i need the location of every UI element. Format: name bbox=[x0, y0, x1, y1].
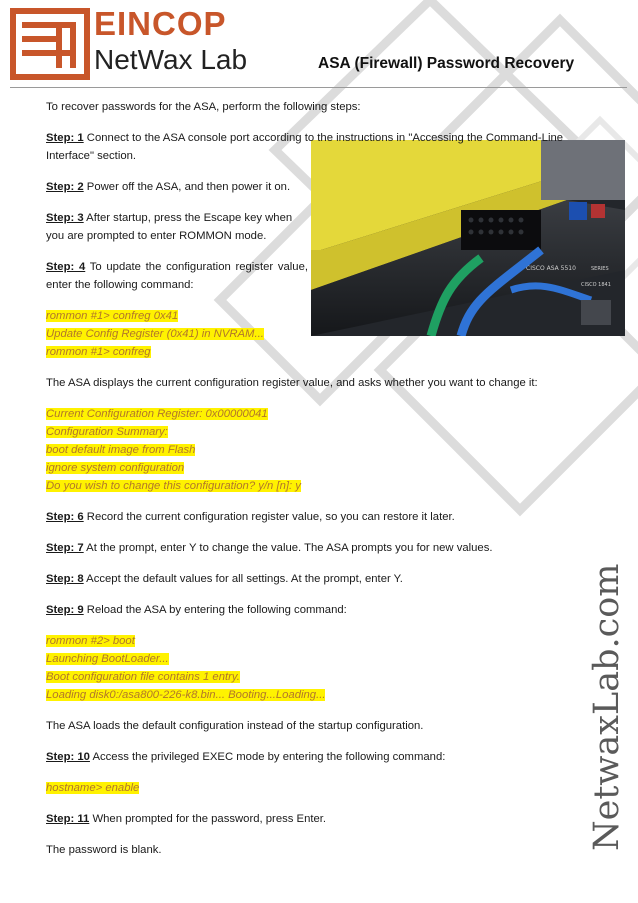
step-11-text: When prompted for the password, press Enter. bbox=[89, 813, 327, 825]
step-2-label: Step: 2 bbox=[46, 181, 84, 193]
code-block-1 bbox=[46, 307, 591, 361]
final-paragraph: The password is blank. bbox=[46, 844, 162, 856]
header-divider bbox=[10, 87, 627, 88]
step-9-text: Reload the ASA by entering the following command: bbox=[83, 604, 347, 616]
step-7 bbox=[46, 539, 591, 557]
step-3-text: After startup, press the Escape key when you are prompted to enter ROMMON mode. bbox=[46, 212, 293, 242]
brand-subtitle: NetWax Lab bbox=[94, 44, 248, 75]
step-1-label: Step: 1 bbox=[46, 132, 84, 144]
code-line: rommon #1> confreg 0x41 bbox=[46, 310, 179, 322]
step-6 bbox=[46, 508, 591, 526]
code-line: Launching BootLoader... bbox=[46, 653, 169, 665]
step-4-label: Step: 4 bbox=[46, 261, 86, 273]
step-9 bbox=[46, 601, 591, 619]
step-8 bbox=[46, 570, 591, 588]
step-6-text: Record the current configuration register value, so you can restore it later. bbox=[83, 511, 455, 523]
code-line: ignore system configuration bbox=[46, 462, 185, 474]
code-line: Configuration Summary: bbox=[46, 426, 168, 438]
code-line: hostname> enable bbox=[46, 782, 140, 794]
page-title: ASA (Firewall) Password Recovery bbox=[318, 55, 575, 72]
code-block-2 bbox=[46, 405, 591, 495]
paragraph-after-block-3: The ASA loads the default configuration instead of the startup configuration. bbox=[46, 720, 424, 732]
device-series-label: SERIES bbox=[591, 266, 609, 272]
step-7-text: At the prompt, enter Y to change the value. The ASA prompts you for new values. bbox=[83, 542, 493, 554]
code-line: Do you wish to change this configuration? y/n [n]: y bbox=[46, 480, 301, 492]
step-6-label: Step: 6 bbox=[46, 511, 84, 523]
code-line: Loading disk0:/asa800-226-k8.bin... Booting...Loading... bbox=[46, 689, 326, 701]
step-8-label: Step: 8 bbox=[46, 573, 84, 585]
eincop-logo-icon bbox=[10, 8, 90, 80]
step-10 bbox=[46, 748, 591, 766]
code-line: Boot configuration file contains 1 entry. bbox=[46, 671, 240, 683]
code-block-4 bbox=[46, 779, 591, 797]
document-body bbox=[46, 98, 591, 859]
code-line: Update Config Register (0x41) in NVRAM... bbox=[46, 328, 264, 340]
step-8-text: Accept the default values for all settings. At the prompt, enter Y. bbox=[83, 573, 403, 585]
step-2-text: Power off the ASA, and then power it on. bbox=[83, 181, 291, 193]
step-10-text: Access the privileged EXEC mode by entering the following command: bbox=[89, 751, 446, 763]
step-4 bbox=[46, 258, 308, 294]
brand-name: EINCOP bbox=[94, 5, 227, 42]
code-line: Current Configuration Register: 0x00000041 bbox=[46, 408, 268, 420]
code-line: rommon #1> confreg bbox=[46, 346, 151, 358]
step-11-label: Step: 11 bbox=[46, 813, 90, 825]
code-block-3 bbox=[46, 632, 591, 704]
intro-paragraph: To recover passwords for the ASA, perform the following steps: bbox=[46, 101, 361, 113]
step-1-text: Connect to the ASA console port according to the instructions in "Accessing the Command-Line Interface" section. bbox=[46, 132, 564, 162]
step-11 bbox=[46, 810, 591, 828]
step-7-label: Step: 7 bbox=[46, 542, 84, 554]
step-10-label: Step: 10 bbox=[46, 751, 90, 763]
code-line: rommon #2> boot bbox=[46, 635, 135, 647]
step-1 bbox=[46, 129, 591, 165]
device-model-label: CISCO ASA 5510 bbox=[526, 265, 576, 272]
step-2 bbox=[46, 178, 308, 196]
code-line: boot default image from Flash bbox=[46, 444, 196, 456]
step-3 bbox=[46, 209, 308, 245]
step-3-label: Step: 3 bbox=[46, 212, 84, 224]
watermark-text: NetwaxLab.com bbox=[587, 563, 627, 852]
device-brand-label: CISCO 1841 bbox=[581, 282, 611, 288]
step-4-text: To update the configuration register value, enter the following command: bbox=[46, 261, 308, 291]
paragraph-after-block-1: The ASA displays the current configuration register value, and asks whether you want to change it: bbox=[46, 377, 538, 389]
step-9-label: Step: 9 bbox=[46, 604, 84, 616]
